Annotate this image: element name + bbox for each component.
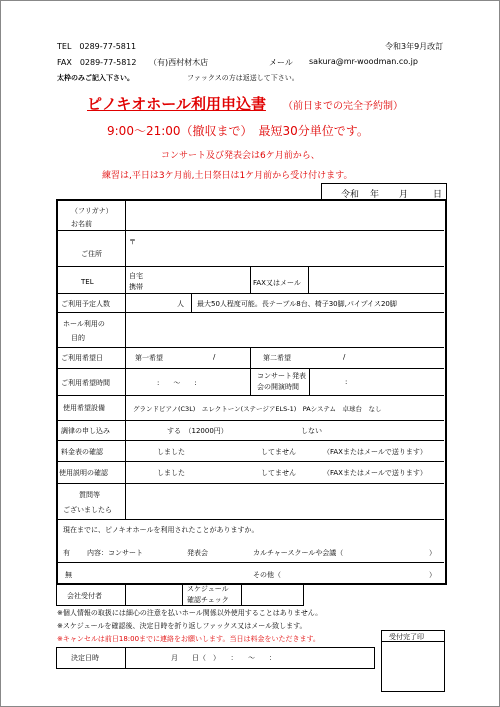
address-label: ご住所 [81, 250, 102, 258]
capacity-note: 最大50人程度可能。長テーブル8台、椅子30脚,パイプイス20脚 [197, 300, 397, 308]
date-year: 年 [370, 190, 380, 200]
row-line [57, 395, 444, 396]
cancel-note: ※キャンセルは前日18:00までに連絡をお願いします。当日は料金をいただきます。 [57, 635, 320, 643]
concert-time-label-2: 会の開演時間 [257, 383, 299, 391]
schedule-label-2: 確認チェック [187, 596, 229, 604]
row-line [57, 230, 444, 231]
revised-date: 令和3年9月改訂 [385, 42, 444, 51]
fee-send-note: （FAXまたはメールで送ります） [323, 448, 427, 456]
manual-done: しました [157, 469, 185, 477]
time-range: : 〜 : [157, 379, 197, 387]
equipment-label: 使用希望設備 [63, 404, 105, 412]
done-stamp-label: 受付完了印 [389, 633, 424, 641]
reception-label: 会社受付者 [67, 592, 102, 600]
other-close: ） [429, 571, 436, 579]
row-line [57, 440, 444, 441]
postal-mark: 〒 [129, 238, 136, 246]
first-choice: 第一希望 [135, 354, 163, 362]
history-yes: 有 [63, 549, 70, 557]
second-slash: / [343, 353, 346, 361]
cell-line [241, 583, 242, 605]
date-era: 令和 [341, 190, 360, 200]
date-wish-label: ご利用希望日 [61, 354, 103, 362]
fee-not-done: してません [261, 448, 296, 456]
culture-label: カルチャースクールや会議（ [253, 549, 344, 557]
tuning-no: しない [301, 427, 322, 435]
cell-line [125, 583, 126, 605]
label-divider [125, 200, 126, 520]
fill-note: 太枠のみご記入下さい。 [57, 74, 134, 82]
fax-mail-label: FAX又はメール [253, 279, 301, 287]
cell-line [125, 647, 126, 668]
question-label: 質問等 [79, 491, 100, 499]
people-label: ご利用予定人数 [61, 300, 110, 308]
date-month: 月 [399, 190, 409, 200]
first-slash: / [213, 353, 216, 361]
manual-send-note: （FAXまたはメールで送ります） [323, 469, 427, 477]
tel-label: TEL [81, 278, 94, 286]
culture-close: ） [429, 549, 436, 557]
row-line [57, 420, 444, 421]
history-no: 無 [65, 571, 72, 579]
decision-label: 決定日時 [71, 654, 99, 662]
decision-value: 月 日（ ） ： 〜 ： [171, 654, 276, 662]
question-label-2: ございましたら [63, 506, 112, 514]
history-question: 現在までに、ピノキオホールを利用されたことがありますか。 [63, 526, 259, 534]
row-line [57, 293, 444, 294]
row-line [57, 562, 444, 563]
date-day: 日 [433, 190, 443, 200]
cell-line [250, 348, 251, 368]
cell-line [250, 267, 251, 293]
cell-line [250, 369, 251, 395]
company-name: （有)西村材木店 [149, 58, 209, 67]
home-label: 自宅 [129, 272, 143, 280]
cell-line [191, 294, 192, 312]
row-line [57, 519, 444, 520]
concert-colon: : [345, 378, 348, 386]
schedule-note: ※スケジュールを確認後、決定日時を折り返しファックス又はメール致します。 [57, 622, 307, 630]
mail-address: sakura@mr-woodman.co.jp [309, 57, 418, 66]
concert-rule: コンサート及び発表会は6ケ月前から、 [161, 151, 320, 161]
manual-check-label: 使用説明の確認 [59, 469, 108, 477]
row-line [57, 312, 444, 313]
mail-label: メール [269, 58, 293, 67]
recital-label: 発表会 [187, 549, 208, 557]
purpose-label-2: 目的 [71, 334, 85, 342]
phone-number: TEL 0289-77-5811 [57, 42, 137, 51]
mobile-label: 携帯 [129, 283, 143, 291]
form-subtitle: （前日までの完全予約制） [283, 101, 403, 112]
name-label: お名前 [71, 220, 92, 228]
purpose-label: ホール利用の [63, 320, 105, 328]
people-unit: 人 [177, 300, 184, 308]
tuning-yes: する （12000円） [167, 427, 228, 435]
concert-time-label: コンサート発表 [257, 372, 306, 380]
cell-line [308, 267, 309, 293]
row-line [57, 461, 444, 462]
content-label: 内容：コンサート [87, 549, 143, 557]
second-choice: 第二希望 [263, 354, 291, 362]
row-line [57, 483, 444, 484]
date-box [321, 183, 447, 200]
privacy-note: ※個人情報の取扱には細心の注意を払いホール関係以外使用することはありません。 [57, 609, 323, 617]
form-title: ピノキオホール利用申込書 [87, 95, 266, 113]
equipment-list: グランドピアノ(C3L) エレクトーン(ステージアELS-1) PAシステム 卓球台 なし [133, 405, 382, 413]
cell-line [182, 583, 183, 605]
time-wish-label: ご利用希望時間 [61, 379, 110, 387]
manual-not-done: してません [261, 469, 296, 477]
practice-rule: 練習は,平日は3ケ月前,土日祭日は1ケ月前から受け付けます。 [102, 171, 353, 181]
fee-done: しました [157, 448, 185, 456]
fee-check-label: 料金表の確認 [61, 448, 103, 456]
hours-text: 9:00〜21:00（撤収まで） 最短30分単位です。 [107, 124, 369, 138]
cell-line [309, 369, 310, 395]
tuning-label: 調律の申し込み [61, 427, 110, 435]
schedule-label: スケジュール [187, 585, 229, 593]
furigana-label: （フリガナ） [71, 207, 113, 215]
fax-number: FAX 0289-77-5812 [57, 58, 137, 67]
fax-return-note: ファックスの方は返送して下さい。 [187, 74, 299, 82]
other-label: その他（ [253, 571, 281, 579]
